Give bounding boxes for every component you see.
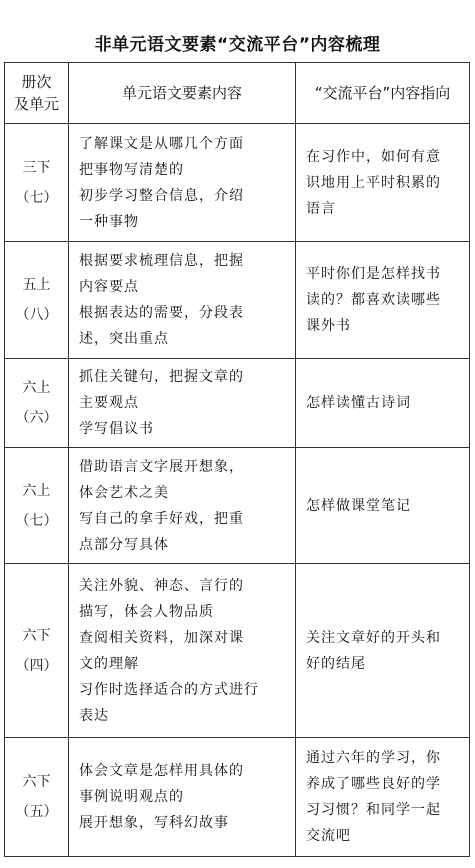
direction-cell — [296, 242, 470, 359]
table-row — [5, 448, 470, 564]
direction-text-line: 课外书 — [306, 318, 351, 334]
element-text-line: 查阅相关资料，加深对课 — [79, 629, 244, 646]
header-volume-unit — [5, 63, 69, 124]
element-text-line: 表达 — [79, 707, 109, 724]
header-volume-line: 册次 — [21, 73, 52, 91]
element-text-line: 借助语言文字展开想象， — [79, 458, 244, 475]
unit-label: （四） — [15, 657, 58, 674]
volume-label: 六下 — [22, 774, 51, 790]
page-title: 非单元语文要素“交流平台”内容梳理 — [94, 35, 381, 55]
direction-text-line: 通过六年的学习，你 — [306, 750, 441, 766]
volume-unit-cell — [5, 124, 69, 242]
element-text-line: 把事物写清楚的 — [79, 161, 184, 178]
direction-text-line: 习习惯？和同学一起 — [306, 802, 441, 818]
volume-label: 五上 — [22, 277, 51, 293]
direction-text-line: 语言 — [306, 200, 336, 217]
direction-text-line: 平时你们是怎样找书 — [306, 266, 441, 282]
volume-unit-cell — [5, 359, 69, 448]
direction-text-line: 怎样读懂古诗词 — [306, 395, 411, 411]
table-row — [5, 564, 470, 738]
direction-cell — [296, 564, 470, 738]
element-text-line: 了解课文是从哪几个方面 — [79, 135, 244, 152]
content-table — [4, 62, 470, 857]
element-text-line: 内容要点 — [79, 279, 139, 295]
table-row — [5, 359, 470, 448]
unit-label: （八） — [15, 307, 58, 323]
direction-text-line: 在习作中，如何有意 — [306, 148, 441, 165]
direction-cell — [296, 359, 470, 448]
element-text-line: 点部分写具体 — [79, 536, 169, 553]
element-text-line: 习作时选择适合的方式进行 — [79, 681, 259, 698]
direction-text-line: 关注文章好的开头和 — [306, 629, 441, 646]
header-elements: 单元语文要素内容 — [69, 63, 296, 124]
unit-label: （七） — [15, 512, 58, 529]
direction-text-line: 养成了哪些良好的学 — [306, 776, 441, 792]
element-text-line: 描写，体会人物品质 — [79, 603, 214, 620]
volume-label: 六上 — [22, 482, 51, 499]
elements-cell — [69, 448, 296, 564]
element-text-line: 展开想象，写科幻故事 — [79, 815, 229, 831]
table-row — [5, 738, 470, 857]
direction-text-line: 读的？都喜欢读哪些 — [306, 292, 441, 308]
direction-text-line: 怎样做课堂笔记 — [306, 497, 411, 514]
element-text-line: 写自己的拿手好戏，把重 — [79, 510, 244, 527]
element-text-line: 关注外貌、神态、言行的 — [79, 577, 244, 594]
direction-text-line: 交流吧 — [306, 828, 351, 844]
header-direction: “交流平台”内容指向 — [296, 63, 470, 124]
element-text-line: 文的理解 — [79, 655, 139, 672]
element-text-line: 初步学习整合信息，介绍 — [79, 187, 244, 204]
direction-text-line: 识地用上平时积累的 — [306, 174, 441, 191]
unit-label: （七） — [15, 189, 58, 206]
direction-cell — [296, 124, 470, 242]
table-header-row — [5, 63, 470, 124]
element-text-line: 述，突出重点 — [79, 331, 169, 347]
element-text-line: 主要观点 — [79, 395, 139, 411]
volume-unit-cell — [5, 448, 69, 564]
volume-unit-cell — [5, 242, 69, 359]
element-text-line: 抓住关键句，把握文章的 — [79, 369, 244, 385]
element-text-line: 一种事物 — [79, 213, 139, 230]
element-text-line: 体会艺术之美 — [79, 484, 169, 501]
elements-cell — [69, 564, 296, 738]
table-body — [5, 124, 470, 857]
direction-cell — [296, 738, 470, 857]
table-row — [5, 124, 470, 242]
volume-unit-cell — [5, 738, 69, 857]
header-unit-line: 及单元 — [13, 95, 59, 113]
element-text-line: 事例说明观点的 — [79, 789, 184, 805]
volume-label: 六上 — [22, 380, 51, 396]
direction-cell — [296, 448, 470, 564]
unit-label: （五） — [15, 804, 58, 820]
elements-cell — [69, 242, 296, 359]
direction-text-line: 好的结尾 — [306, 655, 366, 672]
table-row — [5, 242, 470, 359]
unit-label: （六） — [15, 410, 58, 426]
volume-label: 三下 — [22, 159, 51, 176]
volume-label: 六下 — [22, 627, 51, 644]
element-text-line: 根据要求梳理信息，把握 — [79, 253, 244, 269]
element-text-line: 学写倡议书 — [79, 421, 154, 437]
elements-cell — [69, 738, 296, 857]
element-text-line: 根据表达的需要，分段表 — [79, 305, 244, 321]
element-text-line: 体会文章是怎样用具体的 — [79, 763, 244, 779]
elements-cell — [69, 124, 296, 242]
volume-unit-cell — [5, 564, 69, 738]
elements-cell — [69, 359, 296, 448]
